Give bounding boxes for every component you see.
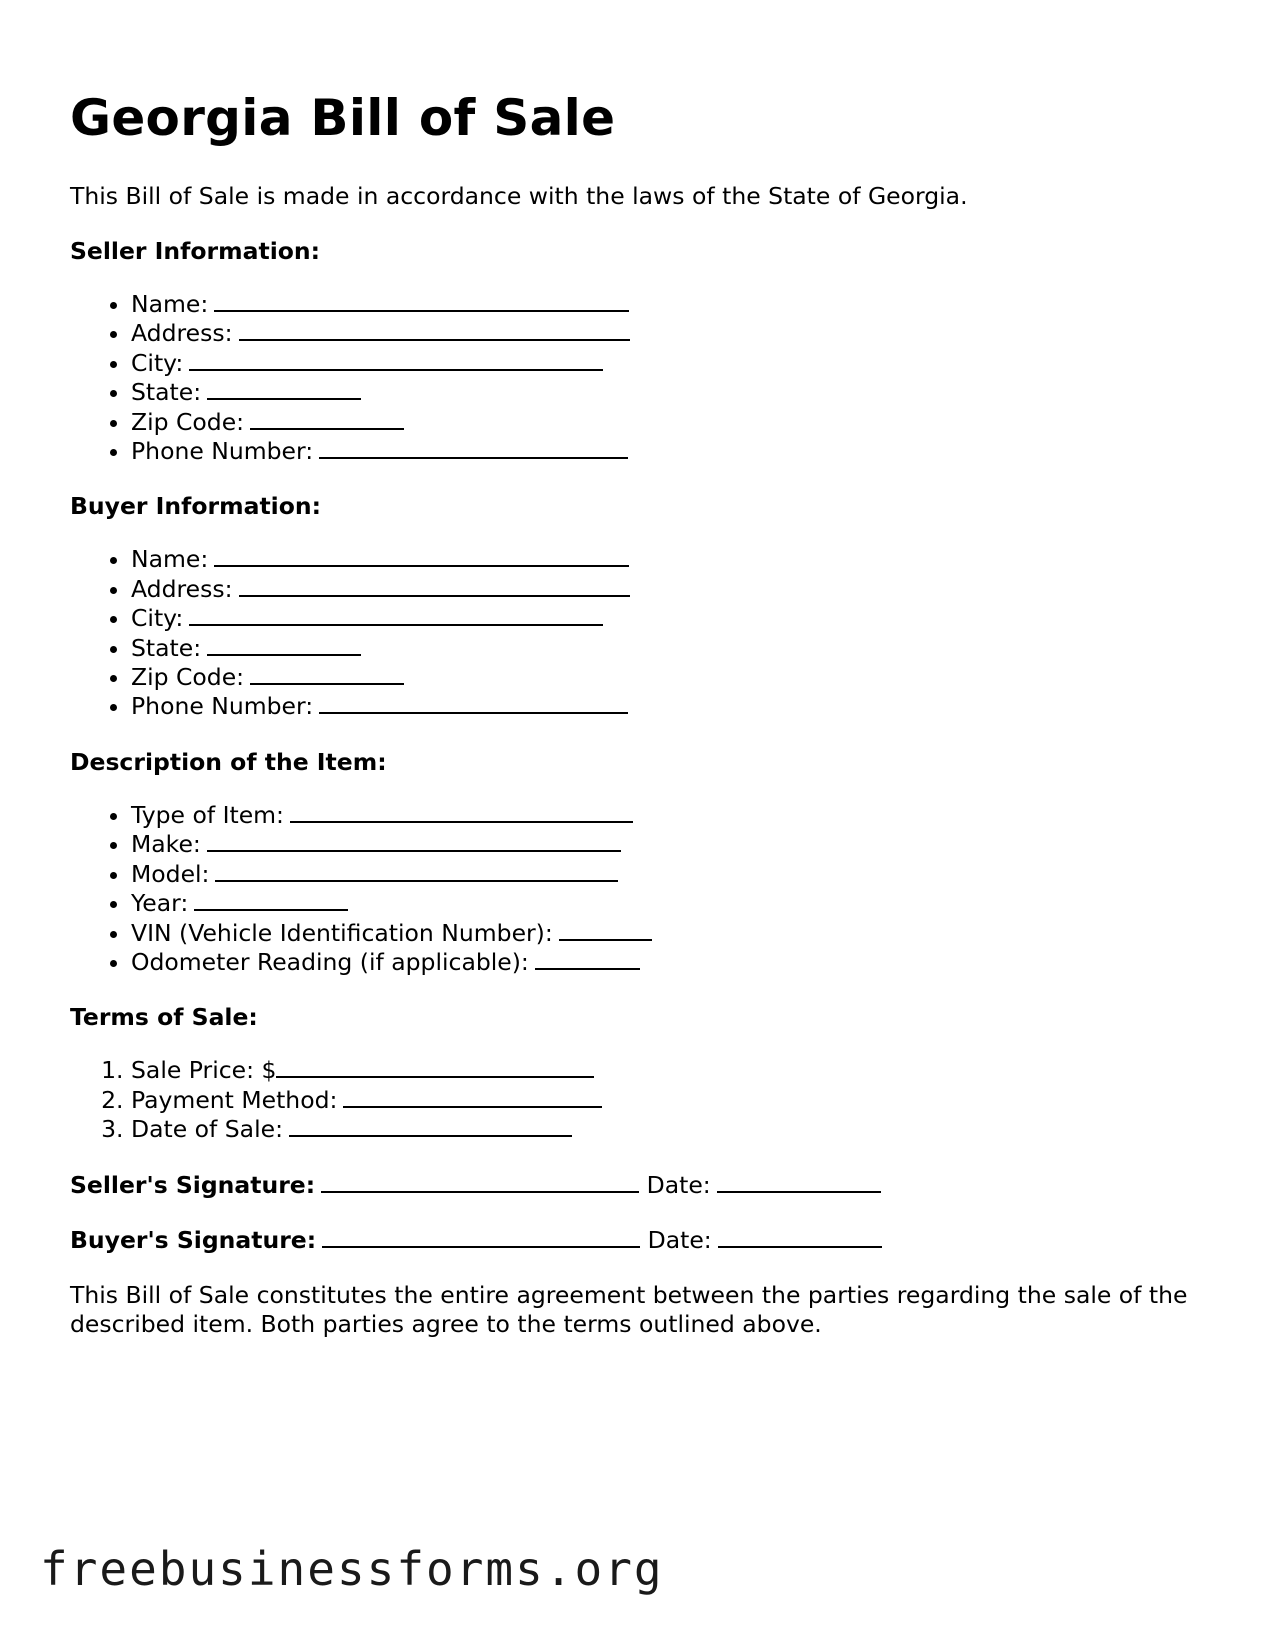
- seller-city-field[interactable]: [189, 349, 603, 371]
- buyer-zip-row: [131, 663, 1200, 692]
- seller-state-label: State:: [131, 378, 202, 407]
- item-make-label: Make:: [131, 830, 201, 859]
- buyer-name-row: [131, 545, 1200, 574]
- buyer-fields: [70, 545, 1200, 721]
- terms-payment-label: Payment Method:: [131, 1085, 338, 1114]
- closing-statement: This Bill of Sale constitutes the entire agreement between the parties regarding the sale of the described item. Both parties agree to the terms outlined above.: [70, 1280, 1188, 1338]
- buyer-name-field[interactable]: [214, 545, 629, 567]
- seller-signature-row: [70, 1171, 1200, 1200]
- seller-address-label: Address:: [131, 319, 233, 348]
- seller-zip-field[interactable]: [250, 408, 404, 430]
- seller-address-field[interactable]: [239, 319, 630, 341]
- seller-signature-label: Seller's Signature:: [70, 1170, 316, 1199]
- item-model-label: Model:: [131, 859, 210, 888]
- seller-fields: [70, 290, 1200, 466]
- seller-signature-field[interactable]: [321, 1171, 639, 1193]
- item-make-row: [131, 830, 1200, 859]
- page-title: Georgia Bill of Sale: [70, 89, 616, 147]
- item-vin-label: VIN (Vehicle Identification Number):: [131, 918, 553, 947]
- item-vin-field[interactable]: [559, 919, 652, 941]
- payment-method-field[interactable]: [343, 1086, 602, 1108]
- terms-payment-row: [131, 1086, 1200, 1115]
- item-vin-row: [131, 919, 1200, 948]
- buyer-address-label: Address:: [131, 574, 233, 603]
- terms-heading: Terms of Sale:: [70, 1003, 258, 1032]
- item-odometer-label: Odometer Reading (if applicable):: [131, 947, 529, 976]
- seller-phone-label: Phone Number:: [131, 437, 314, 466]
- buyer-address-row: [131, 575, 1200, 604]
- buyer-state-row: [131, 634, 1200, 663]
- buyer-address-field[interactable]: [239, 575, 630, 597]
- item-odometer-field[interactable]: [535, 948, 640, 970]
- buyer-zip-field[interactable]: [250, 663, 404, 685]
- buyer-date-field[interactable]: [718, 1226, 882, 1248]
- buyer-date-label: Date:: [647, 1225, 712, 1254]
- buyer-city-row: [131, 604, 1200, 633]
- item-type-row: [131, 801, 1200, 830]
- seller-state-row: [131, 378, 1200, 407]
- item-type-field[interactable]: [290, 801, 633, 823]
- intro-text: This Bill of Sale is made in accordance with the laws of the State of Georgia.: [70, 182, 968, 210]
- item-odometer-row: [131, 948, 1200, 977]
- seller-phone-field[interactable]: [319, 437, 628, 459]
- seller-name-label: Name:: [131, 290, 209, 318]
- item-year-row: [131, 889, 1200, 918]
- seller-city-row: [131, 349, 1200, 378]
- seller-zip-label: Zip Code:: [131, 407, 245, 436]
- item-fields: [70, 801, 1200, 977]
- buyer-signature-field[interactable]: [322, 1226, 640, 1248]
- seller-address-row: [131, 319, 1200, 348]
- buyer-signature-row: [70, 1226, 1200, 1255]
- seller-name-row: [131, 290, 1200, 319]
- item-year-label: Year:: [131, 889, 189, 918]
- buyer-name-label: Name:: [131, 545, 209, 574]
- terms-date-row: [131, 1115, 1200, 1144]
- seller-date-label: Date:: [646, 1170, 711, 1199]
- item-make-field[interactable]: [207, 830, 621, 852]
- terms-date-label: Date of Sale:: [131, 1115, 283, 1144]
- seller-zip-row: [131, 408, 1200, 437]
- buyer-phone-row: [131, 692, 1200, 721]
- seller-date-field[interactable]: [717, 1171, 881, 1193]
- item-heading: Description of the Item:: [70, 747, 387, 776]
- seller-heading: Seller Information:: [70, 237, 321, 265]
- terms-price-row: [131, 1056, 1200, 1085]
- buyer-zip-label: Zip Code:: [131, 663, 245, 692]
- item-type-label: Type of Item:: [131, 800, 284, 829]
- item-year-field[interactable]: [194, 889, 348, 911]
- sale-price-field[interactable]: [276, 1056, 594, 1078]
- seller-state-field[interactable]: [207, 378, 361, 400]
- date-of-sale-field[interactable]: [289, 1115, 572, 1137]
- item-model-field[interactable]: [215, 860, 618, 882]
- buyer-signature-label: Buyer's Signature:: [70, 1225, 317, 1254]
- terms-fields: [70, 1056, 1200, 1144]
- buyer-city-field[interactable]: [189, 604, 603, 626]
- buyer-state-label: State:: [131, 633, 202, 662]
- buyer-heading: Buyer Information:: [70, 492, 322, 521]
- bill-of-sale-form: [70, 82, 1200, 1339]
- terms-price-label: Sale Price: $: [131, 1056, 277, 1085]
- seller-city-label: City:: [131, 348, 184, 377]
- site-watermark: freebusinessforms.org: [40, 1542, 664, 1596]
- buyer-state-field[interactable]: [207, 634, 361, 656]
- buyer-phone-field[interactable]: [319, 692, 628, 714]
- buyer-phone-label: Phone Number:: [131, 692, 314, 721]
- seller-phone-row: [131, 437, 1200, 466]
- seller-name-field[interactable]: [214, 290, 629, 312]
- item-model-row: [131, 860, 1200, 889]
- buyer-city-label: City:: [131, 604, 184, 633]
